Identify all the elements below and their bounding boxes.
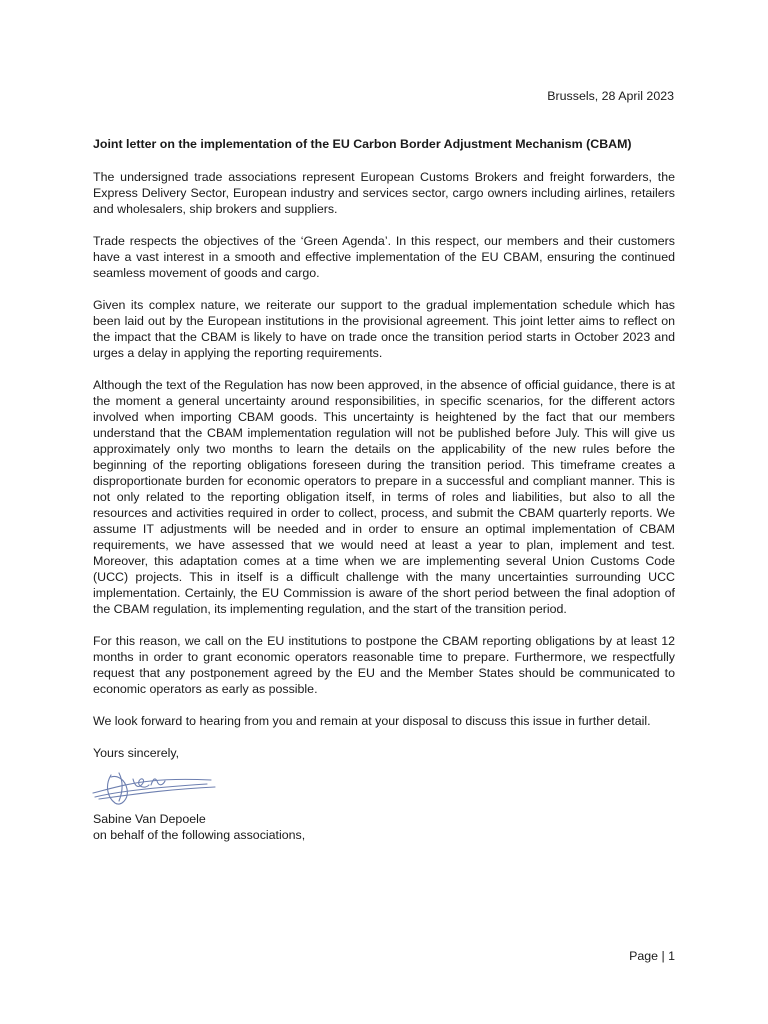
- signer-note: on behalf of the following associations,: [93, 828, 306, 842]
- closing-line: Yours sincerely,: [93, 746, 180, 760]
- paragraph: Given its complex nature, we reiterate our support to the gradual implementation schedule which has been laid out by the European institutions in the provisional agreement. This joint letter aims to reflect on the impact that the CBAM is likely to have on trade once the transition period starts in October 2023 and urges a delay in applying the reporting requirements.: [93, 298, 675, 360]
- letter-body: [93, 136, 675, 843]
- page-number: Page | 1: [629, 949, 675, 963]
- paragraph: Although the text of the Regulation has now been approved, in the absence of official guidance, there is at the moment a general uncertainty around responsibilities, in specific scenarios, for the different actors involved when importing CBAM goods. This uncertainty is heightened by the fact that our members understand that the CBAM implementation regulation will not be published before July. This will give us approximately only two months to learn the details on the applicability of the new rules before the beginning of the reporting obligations foreseen during the transition period. This timeframe creates a disproportionate burden for economic operators to prepare in a successful and compliant manner. This is not only related to the reporting obligation itself, in terms of roles and liabilities, but also to all the resources and activities required in order to collect, process, and submit the CBAM quarterly reports. We assume IT adjustments will be needed and in order to ensure an optimal implementation of CBAM requirements, we have assessed that we would need at least a year to plan, implement and test. Moreover, this adaptation comes at a time when we are implementing several Union Customs Code (UCC) projects. This in itself is a difficult challenge with the many uncertainties surrounding UCC implementation. Certainly, the EU Commission is aware of the short period between the final adoption of the CBAM regulation, its implementing regulation, and the start of the transition period.: [93, 378, 675, 616]
- signer-block: [93, 811, 675, 843]
- paragraph: Trade respects the objectives of the ‘Green Agenda’. In this respect, our members and their customers have a vast interest in a smooth and effective implementation of the EU CBAM, ensuring the continued seamless movement of goods and cargo.: [93, 234, 675, 280]
- paragraph: The undersigned trade associations represent European Customs Brokers and freight forwarders, the Express Delivery Sector, European industry and services sector, cargo owners including airlines, retailers and wholesalers, ship brokers and suppliers.: [93, 170, 675, 216]
- letter-title: Joint letter on the implementation of the EU Carbon Border Adjustment Mechanism (CBAM): [93, 137, 632, 151]
- paragraph: For this reason, we call on the EU institutions to postpone the CBAM reporting obligations by at least 12 months in order to grant economic operators reasonable time to prepare. Furthermore, we respectfully request that any postponement agreed by the EU and the Member States should be communicated to economic operators as early as possible.: [93, 634, 675, 696]
- signer-name: Sabine Van Depoele: [93, 812, 206, 826]
- paragraph: We look forward to hearing from you and remain at your disposal to discuss this issue in further detail.: [93, 714, 651, 728]
- letter-date: Brussels, 28 April 2023: [547, 89, 674, 103]
- signature-icon: [89, 767, 219, 807]
